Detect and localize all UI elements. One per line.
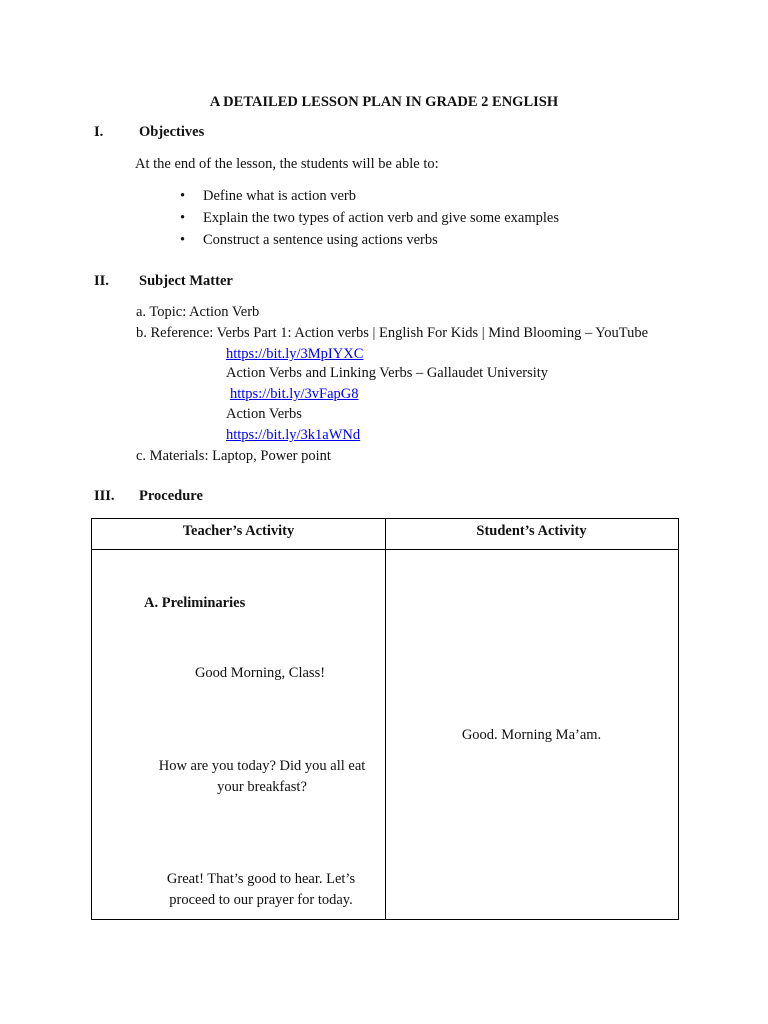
teacher-prayer-prompt: Great! That’s good to hear. Let’s proceed to our prayer for today. (166, 871, 356, 908)
bullet-icon: • (180, 232, 186, 248)
teacher-activity-header: Teacher’s Activity (182, 523, 295, 539)
bullet-icon: • (180, 210, 186, 226)
reference-link-3[interactable]: https://bit.ly/3k1aWNd (226, 427, 361, 443)
objective-item: Construct a sentence using actions verbs (203, 232, 438, 248)
bullet-icon: • (180, 188, 186, 204)
section-heading-subject-matter: Subject Matter (139, 273, 233, 289)
reference-link-2[interactable]: https://bit.ly/3vFapG8 (230, 386, 359, 402)
reference-line: b. Reference: Verbs Part 1: Action verbs | English For Kids | Mind Blooming – YouTube (136, 325, 649, 341)
teacher-question: How are you today? Did you all eat your breakfast? (158, 758, 366, 795)
reference-2: Action Verbs and Linking Verbs – Gallaudet University (226, 365, 549, 381)
student-greeting: Good. Morning Ma’am. (461, 727, 602, 743)
section-numeral-procedure: III. (94, 488, 115, 504)
reference-3: Action Verbs (226, 406, 302, 422)
reference-link-1[interactable]: https://bit.ly/3MpIYXC (226, 346, 364, 362)
teacher-greeting: Good Morning, Class! (194, 665, 326, 681)
objectives-intro: At the end of the lesson, the students will be able to: (135, 156, 439, 172)
topic-line: a. Topic: Action Verb (136, 304, 260, 320)
objective-item: Define what is action verb (203, 188, 357, 204)
activity-table (91, 518, 679, 920)
preliminaries-heading: A. Preliminaries (144, 595, 246, 611)
section-numeral-objectives: I. (94, 124, 104, 140)
document-title: A DETAILED LESSON PLAN IN GRADE 2 ENGLISH (209, 94, 559, 110)
materials-line: c. Materials: Laptop, Power point (136, 448, 331, 464)
section-heading-procedure: Procedure (139, 488, 203, 504)
section-heading-objectives: Objectives (139, 124, 205, 140)
objective-item: Explain the two types of action verb and give some examples (203, 210, 559, 226)
section-numeral-subject-matter: II. (94, 273, 109, 289)
table-column-divider (385, 519, 386, 919)
table-header-divider (92, 549, 678, 550)
student-activity-header: Student’s Activity (476, 523, 587, 539)
